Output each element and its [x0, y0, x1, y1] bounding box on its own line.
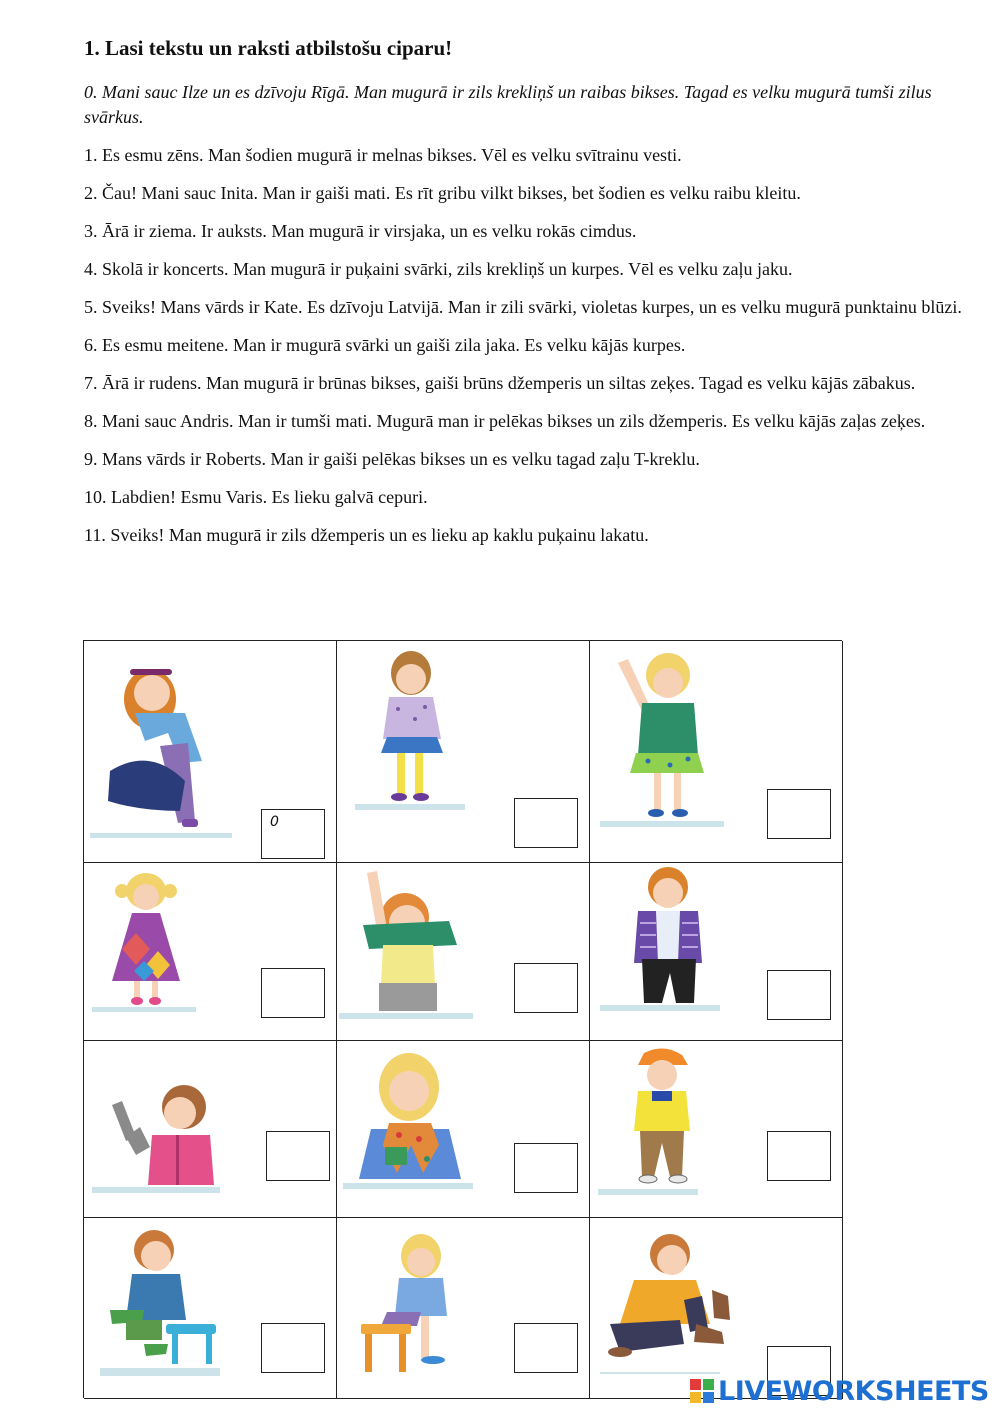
answer-box[interactable] [514, 963, 578, 1013]
boy-pulling-on-green-tshirt-picture [339, 865, 479, 1030]
sentence-11: 11. Sveiks! Man mugurā ir zils džemperis un es lieku ap kaklu puķainu lakatu. [84, 525, 649, 545]
picture-cell [337, 1041, 590, 1218]
picture-cell [337, 641, 590, 863]
picture-cell [337, 863, 590, 1041]
answer-box[interactable] [514, 1323, 578, 1373]
sentence-7: 7. Ārā ir rudens. Man mugurā ir brūnas bikses, gaiši brūns džemperis un siltas zeķes. Tagad es velku kājās zābakus. [84, 373, 916, 393]
boy-putting-on-gloves-picture [92, 1075, 222, 1200]
girl-patterned-dress-picture [92, 869, 202, 1019]
girl-green-jacket-waving-picture [598, 645, 728, 830]
sentence-3: 3. Ārā ir ziema. Ir auksts. Man mugurā ir virsjaka, un es velku rokās cimdus. [84, 221, 637, 241]
picture-cell [337, 1218, 590, 1399]
sentence-2: 2. Čau! Mani sauc Inita. Man ir gaiši mati. Es rīt gribu vilkt bikses, bet šodien es velku raibu kleitu. [84, 183, 801, 203]
answer-box[interactable] [514, 1143, 578, 1193]
picture-cell [590, 641, 843, 863]
girl-tying-scarf-picture [343, 1049, 478, 1199]
answer-box[interactable]: 0 [261, 809, 325, 859]
girl-pulling-on-skirt-picture [90, 651, 240, 841]
boy-striped-vest-picture [598, 863, 728, 1013]
sentence-4: 4. Skolā ir koncerts. Man mugurā ir puķaini svārki, zils krekliņš un kurpes. Vēl es velku zaļu jaku. [84, 259, 793, 279]
sentence-1: 1. Es esmu zēns. Man šodien mugurā ir melnas bikses. Vēl es velku svītrainu vesti. [84, 145, 682, 165]
example-sentence: 0. Mani sauc Ilze un es dzīvoju Rīgā. Man mugurā ir zils krekliņš un raibas bikses. Tagad es velku mugurā tumši zilus svārkus. [84, 82, 932, 127]
answer-box[interactable] [261, 968, 325, 1018]
logo-text: LIVEWORKSHEETS [718, 1375, 989, 1407]
boy-pulling-on-green-socks-picture [98, 1224, 228, 1384]
worksheet-title: 1. Lasi tekstu un raksti atbilstošu ciparu! [84, 36, 453, 60]
answer-box[interactable] [767, 1131, 831, 1181]
picture-cell [590, 863, 843, 1041]
answer-box[interactable] [266, 1131, 330, 1181]
picture-cell [84, 1218, 337, 1399]
answer-box[interactable] [514, 798, 578, 848]
sentence-6: 6. Es esmu meitene. Man ir mugurā svārki un gaiši zila jaka. Es velku kājās kurpes. [84, 335, 686, 355]
sentence-5: 5. Sveiks! Mans vārds ir Kate. Es dzīvoju Latvijā. Man ir zili svārki, violetas kurpes, un es velku mugurā punktainu blūzi. [84, 297, 962, 317]
picture-cell [590, 1041, 843, 1218]
sentence-list [84, 80, 964, 561]
liveworksheets-logo [690, 1374, 989, 1408]
girl-putting-on-shoes-picture [351, 1226, 471, 1381]
picture-cell [84, 1041, 337, 1218]
picture-cell [590, 1218, 843, 1399]
liveworksheets-logo-icon [690, 1379, 714, 1403]
answer-box[interactable] [767, 789, 831, 839]
sentence-10: 10. Labdien! Esmu Varis. Es lieku galvā cepuri. [84, 487, 428, 507]
boy-pulling-on-boots-picture [600, 1224, 740, 1374]
picture-cell [84, 641, 337, 863]
picture-grid [83, 640, 842, 1398]
boy-putting-on-cap-picture [598, 1043, 718, 1203]
picture-cell [84, 863, 337, 1041]
sentence-8: 8. Mani sauc Andris. Man ir tumši mati. Mugurā man ir pelēkas bikses un zils džemperis. Es velku kājās zaļas zeķes. [84, 411, 926, 431]
girl-dotted-blouse-picture [353, 649, 473, 819]
answer-box[interactable] [767, 970, 831, 1020]
answer-box[interactable] [261, 1323, 325, 1373]
sentence-9: 9. Mans vārds ir Roberts. Man ir gaiši pelēkas bikses un es velku tagad zaļu T-kreklu. [84, 449, 700, 469]
